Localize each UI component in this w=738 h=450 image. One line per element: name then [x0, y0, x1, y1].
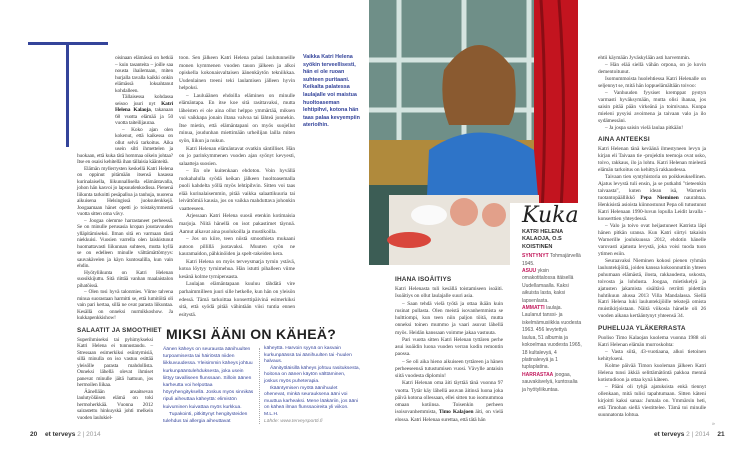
- paragraph-text: – Ja jospa saisin vielä laulaa pitkään!: [605, 124, 683, 131]
- paragraph-text: Katri Helena on myös terveysmarja tyrnin ystävä, kotoa löytyy tyrnimehua. Hän istutti pihalleen viime kesänä kolme tyrnipensasta.: [179, 258, 295, 280]
- paragraph: [395, 380, 503, 424]
- paragraph-text: Seuraavaksi Nieminen kokosi pienen ryhmän lauluntekijöitä, joiden kanssa kokoonnuttiin yhteen puhumaan elämästä, ilosta, rakkaudesta, uskosta, toivosta ja lohdusta. Joogaa, mietiskelyä ja ajatusten jakamista sisältävä retriitti pidettiin huhtikuun alussa 2013 Villa Mandalassa. Siellä Katri Helena luki lauluntekijöille tekstejä omista muistikirjoistaan. Näitä viikosia hänelle oli 26 vuoden aikana kertääntynyt yhteensä 34.: [598, 257, 706, 320]
- fact-text: laulaja. Laulanut tanssi- ja iskelmämusiikkia vuodesta 1963. 456 levytettyä laulua, 51 albumia ja kokoelmaa vuodesta 1965, 18 kultalevyä, 4 platinalevyä ja 1 tuplaplatina.: [522, 305, 582, 371]
- section-heading: AINA ANTEEKSI: [598, 136, 650, 144]
- paragraph-text: Hyötyliikunta on Katri Helenan suosikkijuttu. Sitä riittää vanhan maalaistalon pihatöissä.: [77, 269, 173, 289]
- info-box-column-a: [163, 346, 255, 425]
- paragraph-text: Isomummoista huolehtiessa Katri Helenalle on seljennyt se, mitä hän loppuelämältään toivoo:: [598, 75, 706, 89]
- page-footer-right: [654, 431, 725, 439]
- paragraph-text: Äänityöläisillä käheys johtuu rasituksesta, hoitona on äänen käytön välttäminen, joskus myös puheterapia.: [264, 365, 360, 384]
- paragraph: [395, 359, 503, 381]
- paragraph: [163, 346, 255, 411]
- paragraph: [264, 386, 360, 419]
- paragraph-text: Superihmiseksi tai pyhimykseksi Katri Helena ei tunnustaudu. – Stressaan esimerkiksi esiintymisiä, sillä minulla on iso vastuu esittää yleisölle parasta mahdollista. Onneksi lähellä olevat ihmiset panevat minulle jäitä hattuun, jos hermoilen liikaa.: [77, 336, 153, 388]
- paragraph-text: Katri Helenasta tuli kesällä toistamiseen isoäiti. Isoäitiys on ollut laulajalle suuri asia.: [395, 286, 503, 300]
- paragraph: [598, 125, 706, 132]
- paragraph-text: ehtii käymään Jyväskylään asti harvemmin.: [598, 55, 691, 61]
- paragraph-text: – Joogaa olemme harrastaneet perheessä. Se on minulle perusasia kropan joustavuuden ylläpitämiseksi. Ilman sitä en varmaan tästä niekkuisi. Vuosien varrella olen laiskistunut huomattavasti liikunnan suhteen, mutta kyllä se on edelleen minulle välttämättömyys: sauvakävelen ja käyn kuntosalilla, kun vain ehdin.: [77, 217, 173, 269]
- page-footer-left: [30, 431, 101, 439]
- page-number: 20: [30, 431, 38, 438]
- paragraph-text: Taivaan tien syntyhistoria on poikkeuksellinen. Ajatus levystä tuli ensin, ja se putkahti "tieteenkin taivaasta", kuten idean isä, Warnerin tuotantopäällikkö: [598, 174, 706, 202]
- paragraph: [598, 55, 706, 62]
- paragraph-text: Katri Helenan tänä keväänä ilmestyneen levyn ja kirjan eli Taivaan tie -projektin teemoja ovat usko, toivo, rakkaus, ilo ja lohtu. Katri Helenan mielestä elämän tarkoitus on kehittyä rakkaudessa.: [598, 146, 706, 174]
- paragraph-text: toon. Sen jälkeen Katri Helena palasi laulutunneille monen kymmenen vuoden tauon jälkeen ja alkoi opiskella kokonaisvaltaisen äänenkäytön tekniikkaa. Uudenlainen treeni teki laulamisen jälleen hyvin helpoksi.: [179, 55, 295, 92]
- fact-item: [522, 253, 582, 268]
- pull-quote: Vaikka Katri Helena syökin terveellisesti, hän ei ole ruoan suhteen puritaani. Keikalta palatessa laulajalle voi maistua huoltoaseman lehtipihvi, kotona hän taas palaa kevyempiin aterioihin.: [303, 54, 360, 129]
- paragraph-text: – Olen tosi hyvä talonmies. Viime talvena minua suorastaan harmitti se, että lumitöitä oli vain pari kertaa, sillä ne ovat parasta liikuntaa. Kesällä on onneksi nurmikkoshow. Ja kukkapenkkishow!: [77, 289, 173, 321]
- paragraph: [179, 55, 295, 93]
- paragraph: [179, 168, 295, 213]
- paragraph-text: oisinaan elämässä on hetkiä – kuin tasanteita – joille saa nousta ihailemaan, miten hurjalla tavalla kaikki onkin elämässä loksahtanut kohdalleen.: [115, 55, 173, 94]
- paragraph-text: Ikääntymisen myötä äänihuulet ohenevat, minkä seurauksena ääni voi muuttua karheaksi. Mene lääkäriin, jos ääni on käheä ilman flunssaoireita yli viikon. M.L.H.: [264, 385, 359, 417]
- paragraph: [77, 337, 153, 389]
- page-number: 21: [717, 431, 725, 438]
- paragraph-text: käheyttä. Harvoin syynä on kasvain kurkunpäässä tai äänihuulten tai -huulen halvaus.: [264, 346, 352, 365]
- continue-marker: »: [712, 421, 715, 427]
- fact-label: AMMATTI: [522, 305, 545, 312]
- paragraph-text: – Pääni oli tyhjä ajatuksista enkä tiennyt ollenkaan, mitä tulisi tapahtumaan. Sitten käteni kirjoitti kaksi sanaa: Jumala on. Ymmärsin heti, että Timohan siellä viestittelee. Tämä toi minulle suunnatonta lohtua.: [598, 383, 706, 418]
- paragraph-text: Äänen käheys on seurausta äänihuulten turpoamisesta tai häiriöstä niiden liikkuvuudessa. Yleisimmin käheys johtuu kurkunpääntulehduksesta, joka usein liittyy tavalliseen flunssaan. Silloin äänen karheutta voi helpottaa höyryhengityksellä. Joskus myös sinnikäs ripuli aiheuttaa käheyttä: elimistön kuivuminen kuivattaa myös kurkkua.: [163, 347, 254, 410]
- paragraph: [395, 301, 503, 337]
- magazine-name: et terveys: [45, 431, 76, 438]
- paragraph: [77, 289, 173, 322]
- info-box-divider: [259, 348, 260, 424]
- fact-label: SYNTYNYT: [522, 253, 549, 260]
- paragraph-text: Pari vuotta sitten Katri Helenan tyttären perhe asui isoäidin luona vuoden verran kodin remontin paossa.: [395, 336, 503, 358]
- fact-text: Tohmajärvellä 1945.: [522, 253, 581, 267]
- article-column-1: [77, 55, 173, 421]
- issue-number: 2 | 2014: [77, 431, 101, 438]
- paragraph: [598, 258, 706, 321]
- paragraph: [77, 270, 173, 290]
- paragraph-text: Elämän myllerrysten keskellä Katri Helena on oppinut pitämään itsensä kasassa kurinalaisella, liikunnallisella elämäntavalla, johon hän kasvoi jo lapsuudenkodissa. Pienenä liikunta tarkoitti pesäpalloa ja tanhuja, nuorena aikuisena Helsingissä juoksulenkkejä. Joogaamaan hänet opetti jo toistakymmentä vuotta sitten oma vävy.: [77, 165, 173, 217]
- paragraph: [598, 384, 706, 419]
- paragraph-text: – En ole kuitenkaan ehdoton. Voin hyvällä ruokahalulla syödä keikan jälkeen huoltoasemalla puoli kahdelta yöllä myös lehtipihvin. Sitten voi taas elää kurinalaisemmin, pitää vaikka salaattikuuria tai leivättömiä kausia, jos on vaikka mahduttava johonkin vaatteeseen.: [179, 168, 295, 212]
- paragraph-text: – Vasta siitä, 43-vuotiaana, alkoi tietoinen kehitykseni.: [598, 349, 706, 363]
- person-name: Timo Kalajoen: [438, 409, 474, 416]
- fact-box: [522, 203, 582, 394]
- paragraph: [179, 93, 295, 146]
- source-note: Lähde: www.terveysportti.fi: [264, 418, 323, 424]
- fact-box-name: KATRI HELENA KALAOJA, O.S KOISTINEN: [522, 229, 564, 250]
- article-column-3: [395, 276, 503, 424]
- paragraph: [77, 389, 153, 422]
- fact-box-title: Kuka: [522, 203, 579, 228]
- paragraph-text: – Se oli aika hieno aikuiseen tyttäreen ja hänen perheeseensä tutustumisen vuosi. Vävylle antaisin siitä vuodesta diplomin!: [395, 358, 503, 379]
- section-heading: PUHELUJA YLÄKERRASTA: [598, 325, 686, 333]
- paragraph-text: – Hän elää siellä vähän orpona, on jo kovin dementoitunut.: [598, 61, 706, 75]
- paragraph: [179, 259, 295, 282]
- paragraph: [77, 166, 173, 218]
- person-name: Katri Helena Kalaoja: [115, 100, 173, 113]
- paragraph-text: Laulajan elämäntapaan kuuluu tähdätä vire parhaimmilleen juuri sille hetkelle, kun hän on yleisön edessä. Tämä tarkoittaa konserttipäivinä esimerkiksi sitä, että syödä pitää vähintään viisi tuntia ennen esitystä.: [179, 281, 295, 318]
- paragraph-text: Katri Helenan elämäntavat ovatkin säntilliset. Hän on jo parinkymmenen vuoden ajan syönyt kevyesti, salaatteja suosien.: [179, 145, 295, 167]
- dropcap-t-stem: [66, 42, 69, 147]
- paragraph: [264, 366, 360, 386]
- paragraph: [598, 349, 706, 363]
- fact-item: [522, 268, 582, 305]
- paragraph: [598, 62, 706, 76]
- paragraph: [598, 146, 706, 174]
- paragraph-text: – Valo ja toivo ovat heijastuneet Katrista läpi hänen pitkän uransa. Kun Katri siirtyi takaisin Warnerille joulukuussa 2012, ehdotin hänelle varovasti ajatusta levystä, joka voisi tuoda tuon ytimen esiin.: [598, 222, 706, 257]
- paragraph-text: äiti, on vielä elossa. Katri Helenaa surettaa, että tätä hän: [395, 409, 503, 423]
- paragraph-text: , takanaan 68 vuotta elämää ja 50 vuotta taiteilijauraa.: [115, 107, 173, 126]
- paragraph: [179, 213, 295, 236]
- article-column-2: [179, 55, 295, 319]
- paragraph-text: Äänellään ansaitsevan laulutyöläisen elämä on toki hermoherkkää. Vuonna 2012 sairastettu hinkuyskä johti melkein vuoden laulukiel-: [77, 388, 153, 421]
- paragraph: [598, 223, 706, 258]
- info-box-title: MIKSI ÄÄNI ON KÄHEÄ?: [166, 326, 337, 342]
- paragraph: [395, 337, 503, 359]
- paragraph: [598, 174, 706, 223]
- paragraph: [179, 281, 295, 319]
- info-box-column-b: [264, 346, 360, 425]
- paragraph-text: Tupakointi, pitkittynyt hengitysteiden tulehdus tai allergia aiheuttavat: [163, 411, 248, 425]
- fact-text: yksin omakotitalossa itäisellä Uudellamaalla. Kaksi aikuista lasta, kaksi lapsenlasta.: [522, 268, 574, 304]
- fact-item: [522, 372, 582, 394]
- paragraph-text: Katri Helenan oma äiti täyttää tänä vuonna 97 vuotta. Tytär käy lähellä asuvan äitinsä luona joka päivä kotona ollessaan, ellei sitten tuo isomummoa omaan kotiinsa. Toisenkin perheen isoisovanhemmista,: [395, 380, 503, 416]
- fact-label: ASUU: [522, 268, 537, 275]
- fact-label: HARRASTAA: [522, 371, 554, 378]
- paragraph-text: Puoliso Timo Kalaojan kuolema vuonna 1988 oli Katri Helenan elämän murroskohta:: [598, 335, 706, 349]
- paragraph-text: – Vanhuuden fyysiset kremppat pystyn varmasti hyväksymään, mutta olisi ihanaa, jos saisin pitää pään virkeänä ja toimivana. Kunpa mieleni pysyisi avoimena ja taivaan valo ja ilo sydämessäni.: [598, 89, 706, 124]
- article-column-4: [598, 55, 706, 419]
- fact-item: [522, 305, 582, 372]
- paragraph: [598, 363, 706, 384]
- magazine-name: et terveys: [654, 431, 685, 438]
- paragraph-text: – Lauluäänen ehdoilla eläminen on minulle elämäntapa. En itse koe sitä rasittavaksi, mutta läheisten ei ole aina ollut helppo ymmärtää, miksen voi vaikkapa jonain iltana valvoa tai lähteä jonnekin. Itse mietin, että elämäntapani on myös suojellut minua, joudunhan miettimään urheilijan lailla miten syön, liikun ja nukun.: [179, 92, 295, 145]
- paragraph-text: Kolme päivää Timon kuoleman jälkeen Katri Helena tunsi äkkiä selittämätöntä pakkoa mennä kotistudioon ja ottaa kynä käteen.: [598, 363, 706, 384]
- paragraph: [264, 346, 360, 366]
- paragraph: [179, 146, 295, 169]
- paragraph: [77, 218, 173, 270]
- section-heading: IHANA ISOÄITIYS: [395, 276, 452, 283]
- paragraph: [163, 411, 255, 425]
- person-name: Pepa Nieminen: [640, 195, 679, 202]
- section-heading: SALAATIT JA SMOOTHIET: [77, 326, 162, 334]
- issue-number: 2 | 2014: [686, 431, 710, 438]
- paragraph: [395, 286, 503, 301]
- paragraph: [598, 76, 706, 90]
- paragraph: [179, 236, 295, 259]
- paragraph-text: – Jos on kiire, teen niistä smoothieta mukaani autoon pillillä juotavaksi. Muuten syön ne kauramaidon, pähkinöiden ja spelt-rakeiden kera.: [179, 236, 295, 258]
- paragraph-text: naurahtaa. Henkisistä asioista kiinnostunut Pepa oli tutustunut Katri Helenaan 1990-luvun lopulla Leidit lavalla -konserttien yhteydessä.: [598, 195, 706, 223]
- paragraph-text: – Saan tehdä vielä työtä ja ottaa ikään kuin rusinat pullasta. Olen meistä isovanhemmista se hulttiompi, kun teen niin paljon töitä, mutta onneksi toinen mummo ja vaari asuvat lähellä myös. Heidän kanssaan voimme jakaa vastuuta.: [395, 300, 503, 336]
- paragraph-text: – Koko ajan olen kokenut, että kaikessa on ollut selvä tarkoitus. Aika usein silti ihmettelen ja huokaan, että kuka tätä hommaa oikein johtaa? Itse en osaisi kehitellä ihan tällaisia käänteitä.: [77, 126, 173, 165]
- paragraph-text: Tällaisessa kohdassa seisoo juuri nyt: [115, 94, 173, 107]
- paragraph: [598, 90, 706, 125]
- paragraph: [598, 335, 706, 349]
- fact-text: joogaa, sauvakävelyä, kuntosalia ja hyötyliikuntaa.: [522, 371, 578, 393]
- paragraph-text: Arjessaan Katri Helena suosii etenkin kotimaisia marjoja. Niitä hänellä on isot pakastimet täynnä. Aamut alkavat aina puolukoilla ja mustikoilla.: [179, 213, 295, 235]
